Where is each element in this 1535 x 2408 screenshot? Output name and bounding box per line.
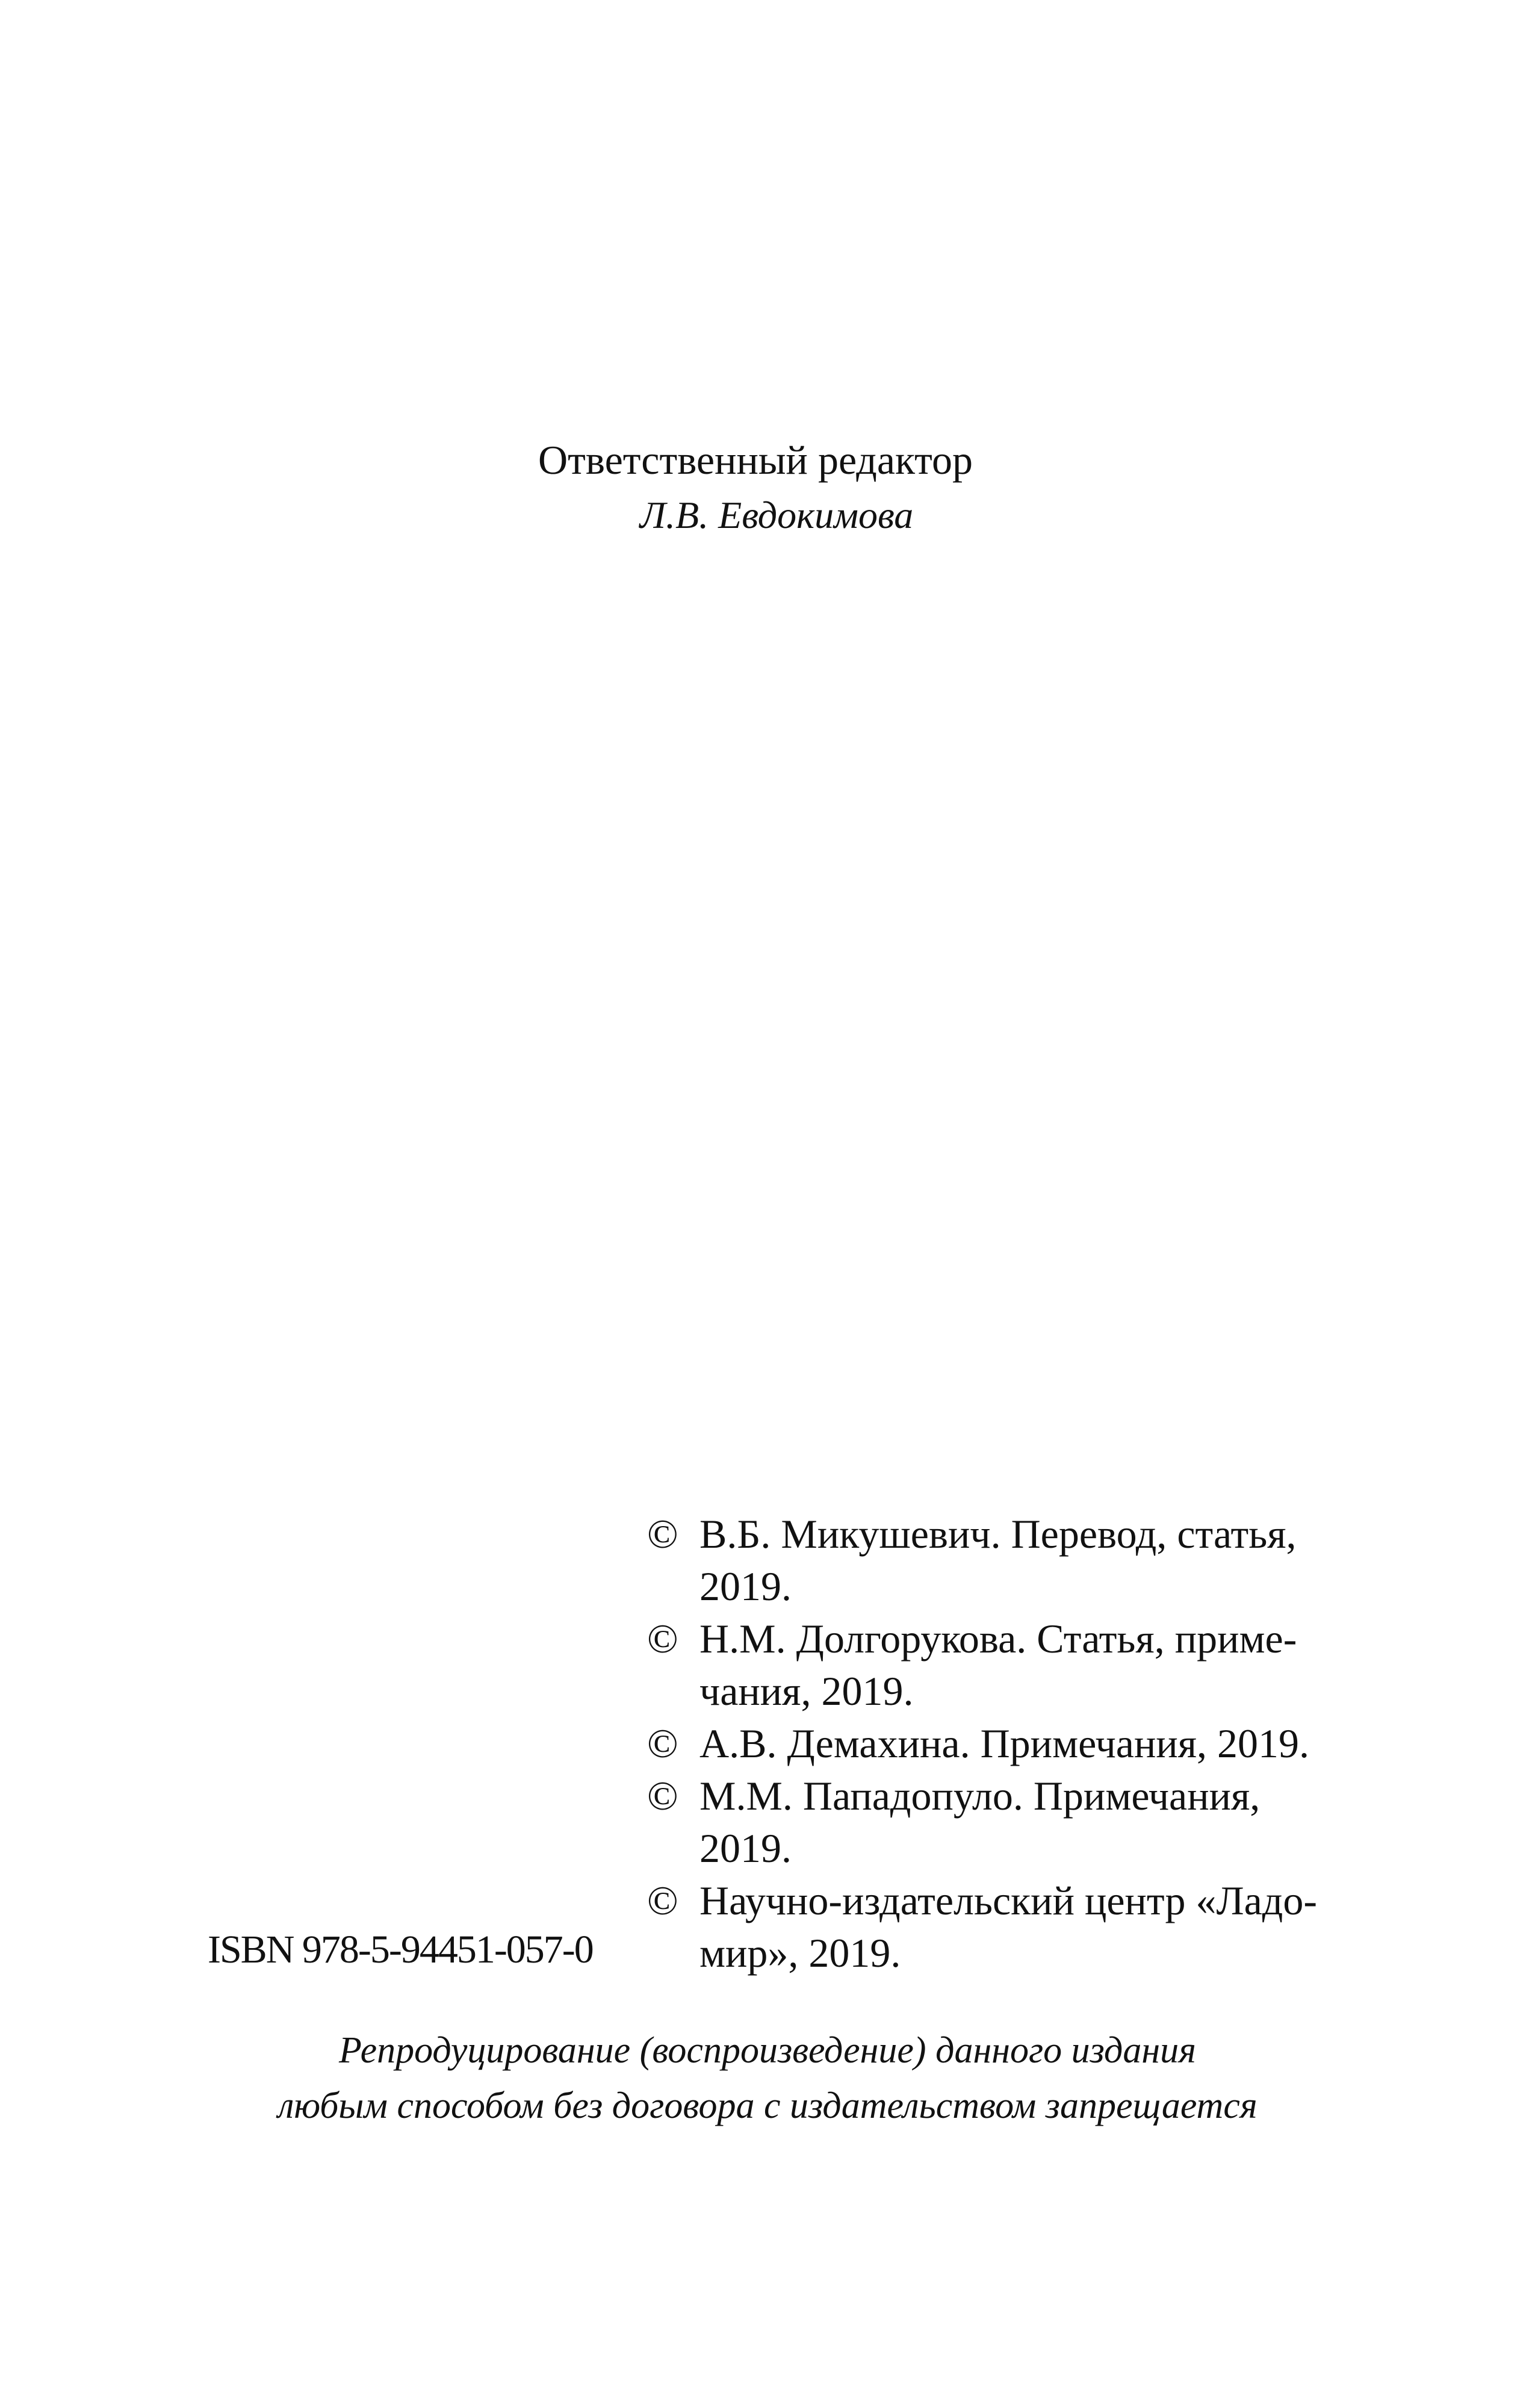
copyright-sign: © — [647, 1616, 678, 1662]
copyright-text: А.В. Демахина. Примечания, 2019. — [699, 1721, 1310, 1766]
copyright-text: М.М. Пападопуло. Примечания, — [699, 1773, 1261, 1819]
editor-credit — [0, 432, 1535, 543]
editor-name: Л.В. Евдокимова — [639, 494, 914, 536]
copyright-text: 2019. — [699, 1825, 792, 1871]
copyright-text: мир», 2019. — [699, 1930, 901, 1976]
copyright-text: чания, 2019. — [699, 1668, 914, 1714]
copyright-item — [647, 1613, 1345, 1718]
copyright-item — [647, 1718, 1345, 1770]
copyright-item — [647, 1508, 1345, 1613]
isbn-number: ISBN 978-5-94451-057-0 — [208, 1928, 593, 1972]
notice-line: любым способом без договора с издательством запрещается — [278, 2085, 1257, 2126]
copyright-sign: © — [647, 1878, 678, 1923]
copyright-item — [647, 1770, 1345, 1875]
copyright-text: В.Б. Микушевич. Перевод, статья, — [699, 1511, 1297, 1557]
copyright-sign: © — [647, 1721, 678, 1766]
notice-line: Репродуцирование (воспроизведение) данного издания — [339, 2030, 1196, 2071]
copyright-item — [647, 1875, 1345, 1979]
copyright-text: Научно-издательский центр «Ладо- — [699, 1878, 1318, 1923]
editor-role: Ответственный редактор — [538, 437, 973, 483]
reproduction-notice — [0, 2023, 1535, 2133]
copyright-text: 2019. — [699, 1563, 792, 1609]
copyright-sign: © — [647, 1511, 678, 1557]
copyright-sign: © — [647, 1773, 678, 1819]
copyright-text: Н.М. Долгорукова. Статья, приме- — [699, 1616, 1297, 1662]
copyright-list — [647, 1508, 1345, 1979]
